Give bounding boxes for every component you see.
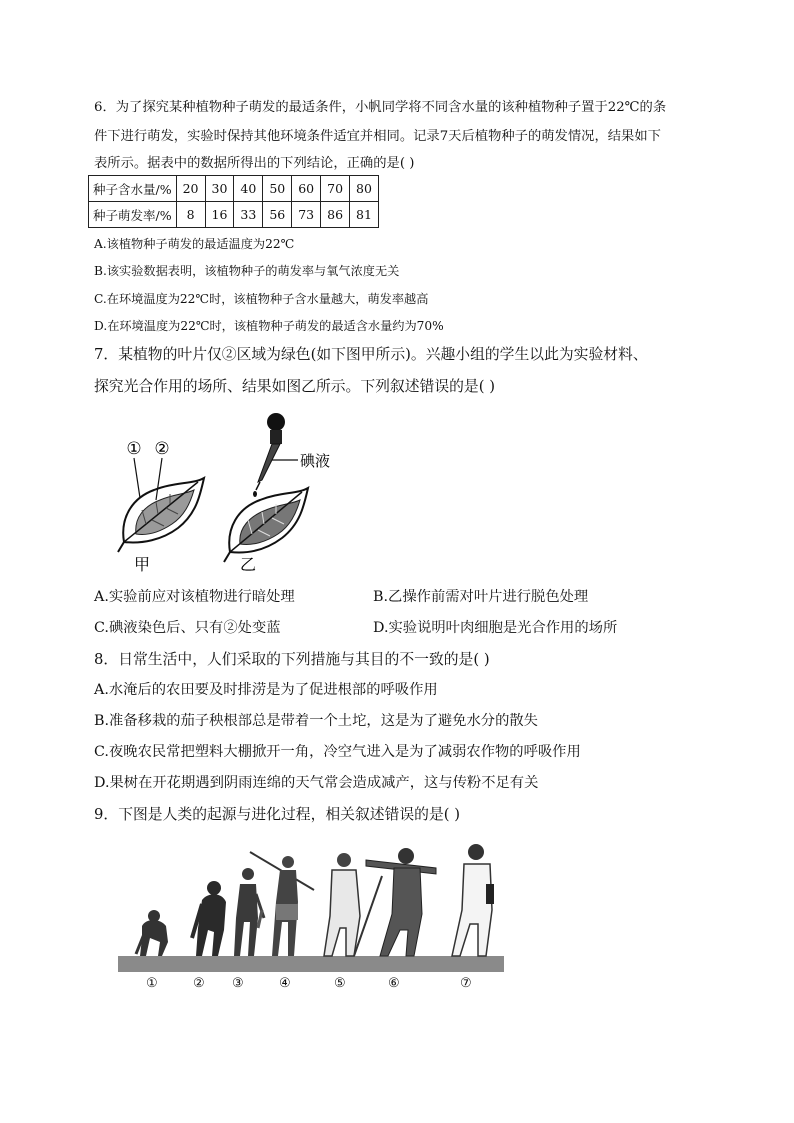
table-row-label: 种子含水量/%: [89, 176, 177, 202]
table-cell: 70: [321, 176, 350, 202]
q8-stem: 8．日常生活中，人们采取的下列措施与其目的不一致的是( ): [94, 651, 490, 668]
leaf-experiment-figure: [112, 410, 362, 575]
q7-option-d: D.实验说明叶肉细胞是光合作用的场所: [373, 620, 618, 636]
evolution-figure-7: [452, 844, 494, 956]
ground-strip: [118, 956, 504, 972]
q8-option-b: B.准备移栽的茄子秧根部总是带着一个土坨，这是为了避免水分的散失: [94, 713, 538, 729]
q9-stem: 9．下图是人类的起源与进化过程，相关叙述错误的是( ): [94, 806, 460, 823]
evolution-label-4: ④: [279, 976, 291, 991]
q8-option-c: C.夜晚农民常把塑料大棚掀开一角，冷空气进入是为了减弱农作物的呼吸作用: [94, 744, 581, 760]
q6-option-c: C.在环境温度为22℃时，该植物种子含水量越大，萌发率越高: [94, 292, 429, 306]
table-cell: 16: [205, 202, 234, 228]
evolution-figure-1: [136, 910, 168, 956]
q6-data-table: [88, 175, 379, 228]
q7-option-b: B.乙操作前需对叶片进行脱色处理: [373, 589, 589, 605]
q6-stem-line-2: 件下进行萌发，实验时保持其他环境条件适宜并相同。记录7天后植物种子的萌发情况，结果如下: [94, 129, 661, 144]
evolution-label-3: ③: [232, 976, 244, 991]
leaf-a-illustration: [118, 458, 204, 552]
human-evolution-figure: [118, 838, 508, 974]
q7-stem-line-1: 7．某植物的叶片仅②区域为绿色(如下图甲所示)。兴趣小组的学生以此为实验材料、: [94, 346, 648, 363]
evolution-label-1: ①: [146, 976, 158, 991]
q6-stem-line-3: 表所示。据表中的数据所得出的下列结论，正确的是( ): [94, 156, 415, 171]
q6-option-b: B.该实验数据表明，该植物种子的萌发率与氧气浓度无关: [94, 264, 400, 278]
label-iodine: 碘液: [300, 452, 331, 470]
table-row: [89, 202, 379, 228]
evolution-label-2: ②: [193, 976, 205, 991]
evolution-label-6: ⑥: [388, 976, 400, 991]
table-cell: 20: [176, 176, 205, 202]
evolution-figure-3: [234, 868, 264, 956]
label-region-2: ②: [154, 439, 170, 459]
caption-yi: 乙: [239, 555, 257, 574]
q7-option-c: C.碘液染色后、只有②处变蓝: [94, 620, 281, 636]
dropper-illustration: [253, 413, 298, 497]
q7-option-a: A.实验前应对该植物进行暗处理: [94, 589, 295, 605]
evolution-figure-5: [324, 853, 382, 956]
table-row: [89, 176, 379, 202]
evolution-figure-6: [366, 848, 436, 956]
table-cell: 86: [321, 202, 350, 228]
leaf-b-illustration: [224, 488, 308, 562]
q8-option-a: A.水淹后的农田要及时排涝是为了促进根部的呼吸作用: [94, 682, 438, 698]
table-cell: 8: [176, 202, 205, 228]
q7-stem-line-2: 探究光合作用的场所、结果如图乙所示。下列叙述错误的是( ): [94, 378, 495, 395]
q6-option-d: D.在环境温度为22℃时，该植物种子萌发的最适含水量约为70%: [94, 319, 444, 333]
table-cell: 56: [263, 202, 292, 228]
evolution-label-7: ⑦: [460, 976, 472, 991]
table-cell: 33: [234, 202, 263, 228]
table-row-label: 种子萌发率/%: [89, 202, 177, 228]
table-cell: 60: [292, 176, 321, 202]
table-cell: 50: [263, 176, 292, 202]
label-region-1: ①: [126, 439, 142, 459]
table-cell: 81: [350, 202, 379, 228]
table-cell: 30: [205, 176, 234, 202]
evolution-label-5: ⑤: [334, 976, 346, 991]
q6-stem-line-1: 6．为了探究某种植物种子萌发的最适条件，小帆同学将不同含水量的该种植物种子置于22℃的条: [94, 100, 667, 115]
q8-option-d: D.果树在开花期遇到阴雨连绵的天气常会造成减产，这与传粉不足有关: [94, 775, 539, 791]
table-cell: 40: [234, 176, 263, 202]
evolution-figure-2: [192, 881, 226, 956]
caption-jia: 甲: [133, 555, 151, 574]
table-cell: 80: [350, 176, 379, 202]
table-cell: 73: [292, 202, 321, 228]
q6-option-a: A.该植物种子萌发的最适温度为22℃: [94, 237, 295, 251]
